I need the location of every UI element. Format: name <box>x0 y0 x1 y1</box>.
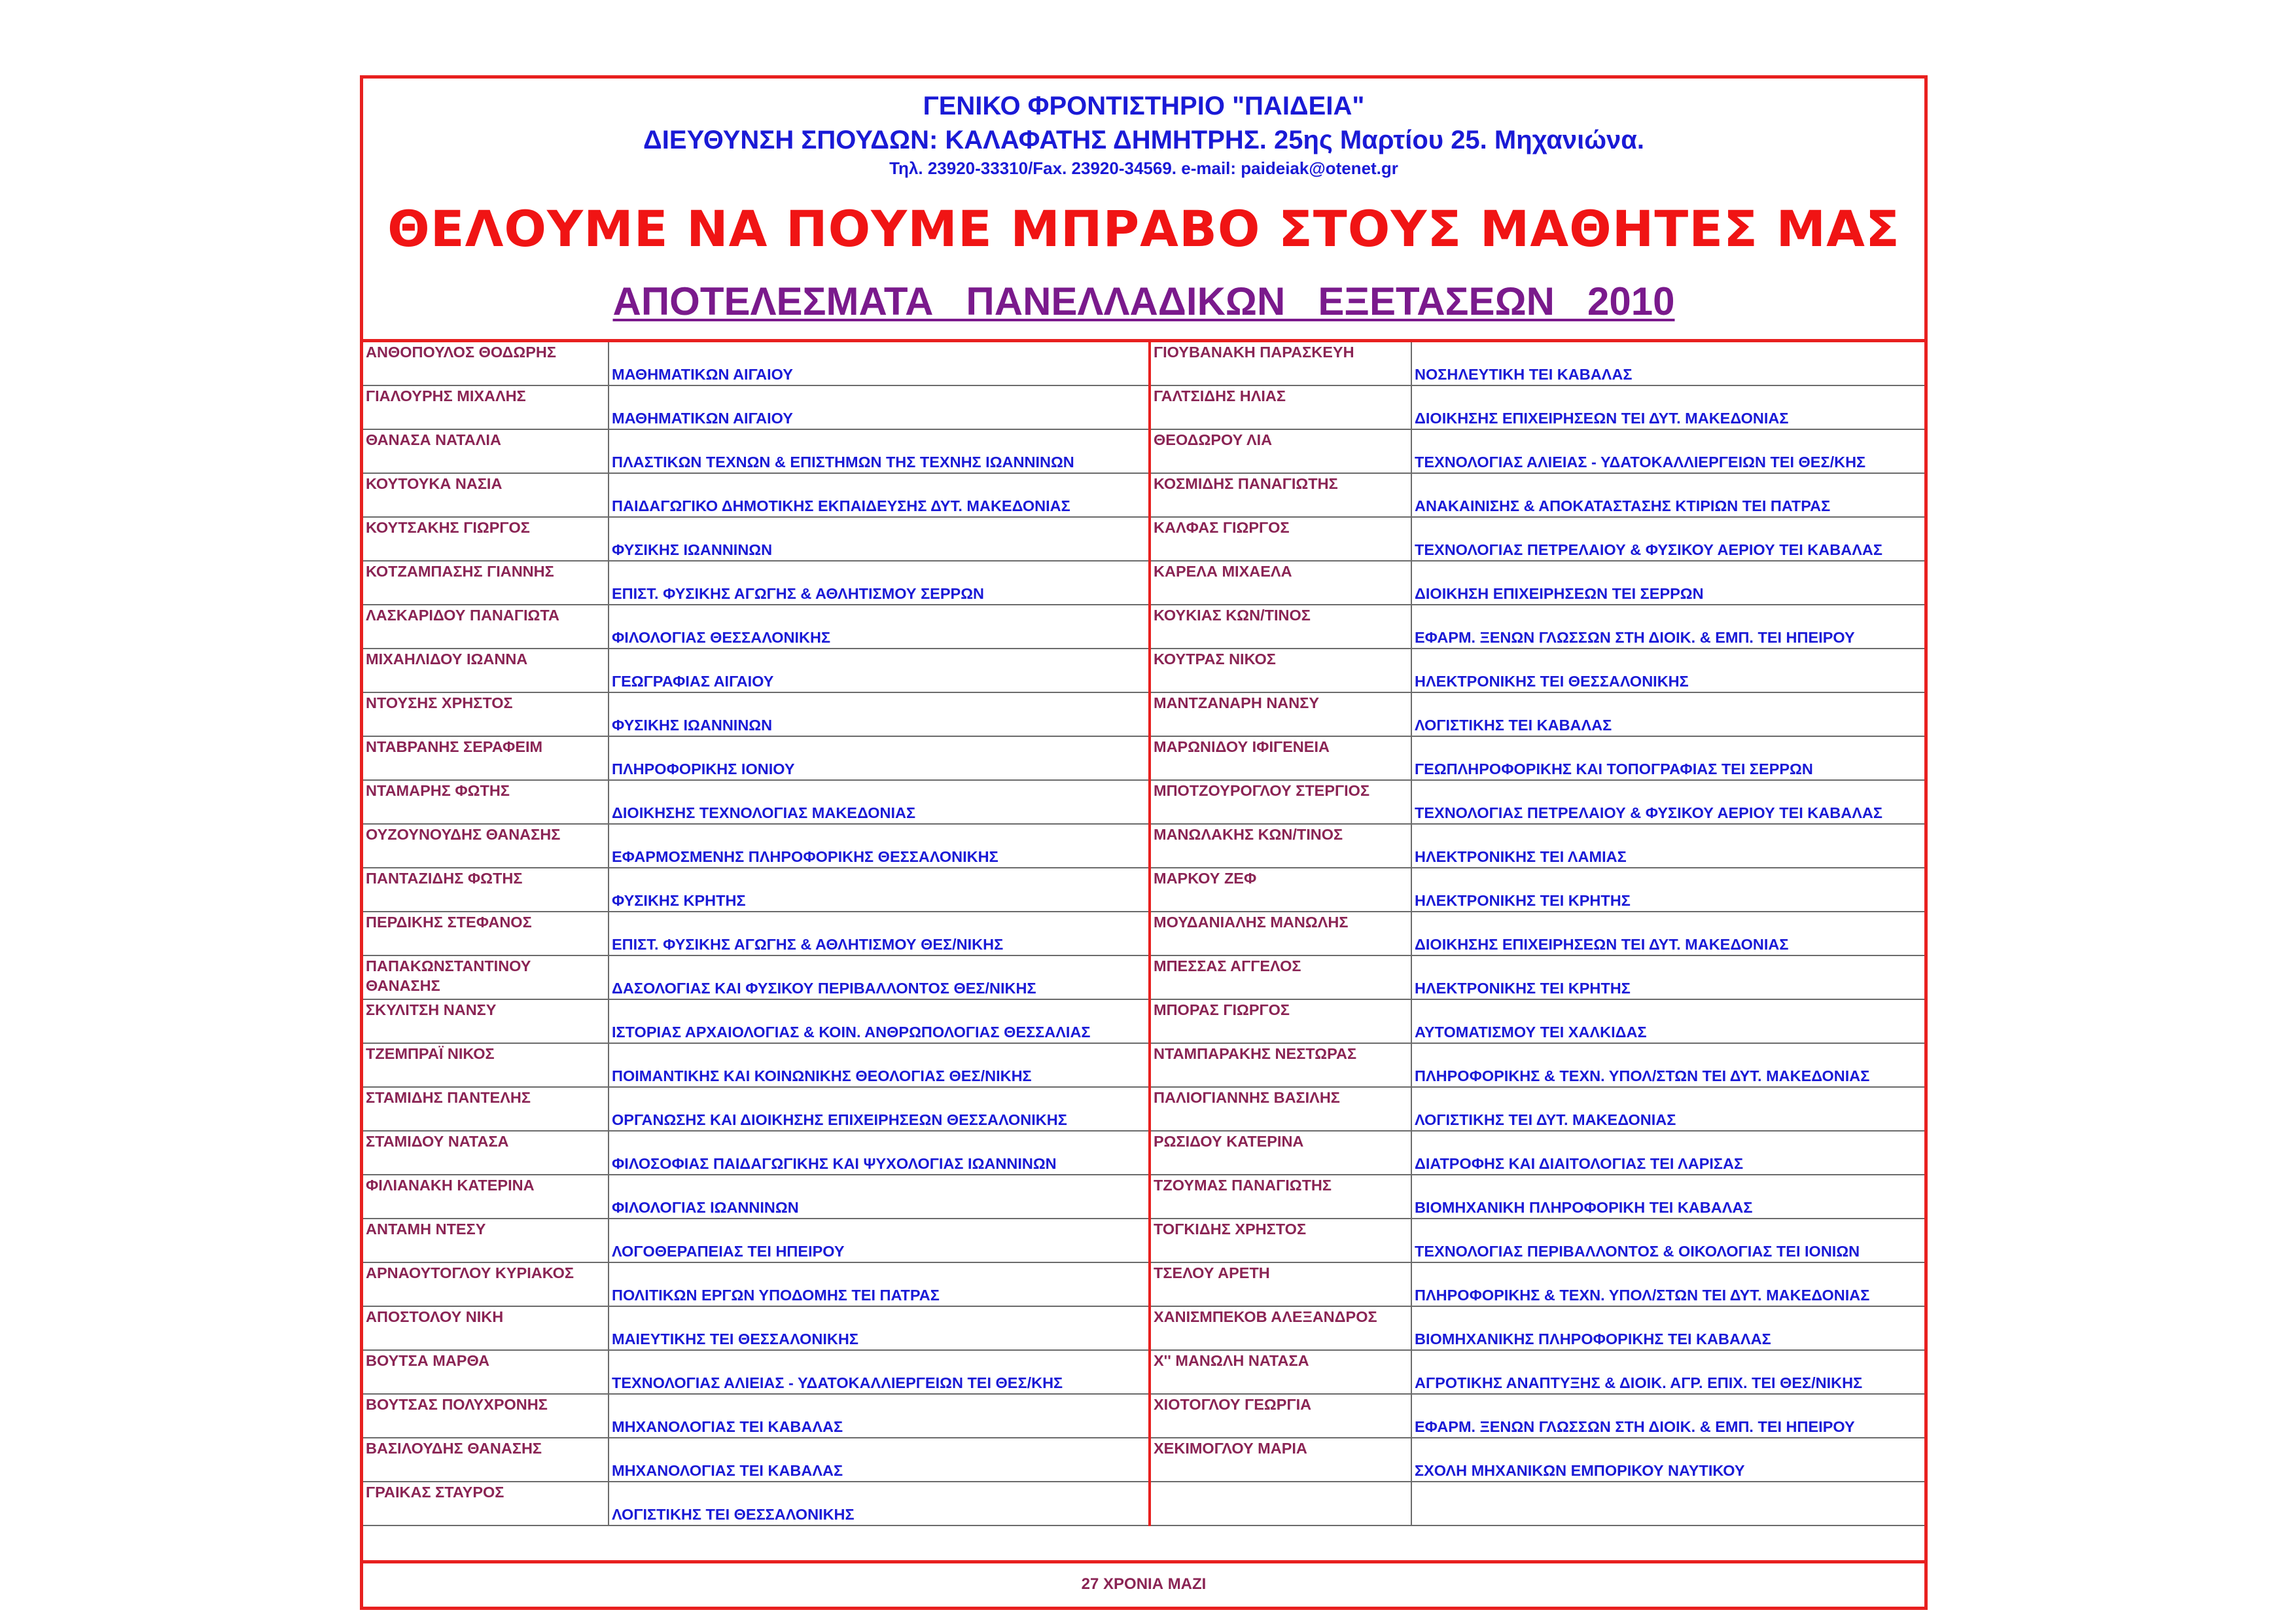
table-row <box>363 1087 1924 1131</box>
results-sheet <box>360 75 1928 1610</box>
school-left: ΤΕΧΝΟΛΟΓΙΑΣ ΑΛΙΕΙΑΣ - ΥΔΑΤΟΚΑΛΛΙΕΡΓΕΙΩΝ ΤΕΙ ΘΕΣ/ΚΗΣ <box>609 1350 1150 1394</box>
table-row <box>363 649 1924 692</box>
school-right: ΔΙΟΙΚΗΣΗ ΕΠΙΧΕΙΡΗΣΕΩΝ ΤΕΙ ΣΕΡΡΩΝ <box>1411 561 1924 605</box>
school-left: ΦΥΣΙΚΗΣ ΚΡΗΤΗΣ <box>609 868 1150 912</box>
table-row <box>363 1175 1924 1219</box>
student-name-right: ΚΟΥΚΙΑΣ ΚΩΝ/ΤΙΝΟΣ <box>1150 605 1411 649</box>
student-name-left: ΚΟΥΤΟΥΚΑ ΝΑΣΙΑ <box>363 473 609 517</box>
table-row <box>363 1394 1924 1438</box>
student-name-right: ΘΕΟΔΩΡΟΥ ΛΙΑ <box>1150 429 1411 473</box>
student-name-left: ΒΑΣΙΛΟΥΔΗΣ ΘΑΝΑΣΗΣ <box>363 1438 609 1482</box>
table-row <box>363 605 1924 649</box>
results-title-wrap <box>363 279 1924 324</box>
school-left: ΙΣΤΟΡΙΑΣ ΑΡΧΑΙΟΛΟΓΙΑΣ & ΚΟΙΝ. ΑΝΘΡΩΠΟΛΟΓΙΑΣ ΘΕΣΣΑΛΙΑΣ <box>609 999 1150 1043</box>
school-right: ΤΕΧΝΟΛΟΓΙΑΣ ΠΕΤΡΕΛΑΙΟΥ & ΦΥΣΙΚΟΥ ΑΕΡΙΟΥ ΤΕΙ ΚΑΒΑΛΑΣ <box>1411 517 1924 561</box>
school-right: ΔΙΟΙΚΗΣΗΣ ΕΠΙΧΕΙΡΗΣΕΩΝ ΤΕΙ ΔΥΤ. ΜΑΚΕΔΟΝΙΑΣ <box>1411 912 1924 955</box>
student-name-left: ΓΙΑΛΟΥΡΗΣ ΜΙΧΑΛΗΣ <box>363 385 609 429</box>
school-left: ΜΗΧΑΝΟΛΟΓΙΑΣ ΤΕΙ ΚΑΒΑΛΑΣ <box>609 1438 1150 1482</box>
school-right: ΑΥΤΟΜΑΤΙΣΜΟΥ ΤΕΙ ΧΑΛΚΙΔΑΣ <box>1411 999 1924 1043</box>
school-left: ΕΠΙΣΤ. ΦΥΣΙΚΗΣ ΑΓΩΓΗΣ & ΑΘΛΗΤΙΣΜΟΥ ΘΕΣ/ΝΙΚΗΣ <box>609 912 1150 955</box>
school-right: ΠΛΗΡΟΦΟΡΙΚΗΣ & ΤΕΧΝ. ΥΠΟΛ/ΣΤΩΝ ΤΕΙ ΔΥΤ. ΜΑΚΕΔΟΝΙΑΣ <box>1411 1262 1924 1306</box>
school-right: ΠΛΗΡΟΦΟΡΙΚΗΣ & ΤΕΧΝ. ΥΠΟΛ/ΣΤΩΝ ΤΕΙ ΔΥΤ. ΜΑΚΕΔΟΝΙΑΣ <box>1411 1043 1924 1087</box>
student-name-right: ΓΑΛΤΣΙΔΗΣ ΗΛΙΑΣ <box>1150 385 1411 429</box>
school-right: ΗΛΕΚΤΡΟΝΙΚΗΣ ΤΕΙ ΘΕΣΣΑΛΟΝΙΚΗΣ <box>1411 649 1924 692</box>
table-row <box>363 517 1924 561</box>
student-name-right: ΧΕΚΙΜΟΓΛΟΥ ΜΑΡΙΑ <box>1150 1438 1411 1482</box>
student-name-right: ΤΟΓΚΙΔΗΣ ΧΡΗΣΤΟΣ <box>1150 1219 1411 1262</box>
student-name-left: ΤΖΕΜΠΡΑΪ ΝΙΚΟΣ <box>363 1043 609 1087</box>
school-left: ΕΠΙΣΤ. ΦΥΣΙΚΗΣ ΑΓΩΓΗΣ & ΑΘΛΗΤΙΣΜΟΥ ΣΕΡΡΩΝ <box>609 561 1150 605</box>
school-left: ΜΑΘΗΜΑΤΙΚΩΝ ΑΙΓΑΙΟΥ <box>609 341 1150 386</box>
school-left: ΟΡΓΑΝΩΣΗΣ ΚΑΙ ΔΙΟΙΚΗΣΗΣ ΕΠΙΧΕΙΡΗΣΕΩΝ ΘΕΣΣΑΛΟΝΙΚΗΣ <box>609 1087 1150 1131</box>
table-row <box>363 780 1924 824</box>
student-name-left: ΒΟΥΤΣΑΣ ΠΟΛΥΧΡΟΝΗΣ <box>363 1394 609 1438</box>
school-right: ΔΙΟΙΚΗΣΗΣ ΕΠΙΧΕΙΡΗΣΕΩΝ ΤΕΙ ΔΥΤ. ΜΑΚΕΔΟΝΙΑΣ <box>1411 385 1924 429</box>
school-left: ΠΟΙΜΑΝΤΙΚΗΣ ΚΑΙ ΚΟΙΝΩΝΙΚΗΣ ΘΕΟΛΟΓΙΑΣ ΘΕΣ/ΝΙΚΗΣ <box>609 1043 1150 1087</box>
school-right: ΕΦΑΡΜ. ΞΕΝΩΝ ΓΛΩΣΣΩΝ ΣΤΗ ΔΙΟΙΚ. & ΕΜΠ. ΤΕΙ ΗΠΕΙΡΟΥ <box>1411 605 1924 649</box>
student-name-right: ΜΑΡΩΝΙΔΟΥ ΙΦΙΓΕΝΕΙΑ <box>1150 736 1411 780</box>
student-name-left: ΣΚΥΛΙΤΣΗ ΝΑΝΣΥ <box>363 999 609 1043</box>
student-name-right: ΚΟΣΜΙΔΗΣ ΠΑΝΑΓΙΩΤΗΣ <box>1150 473 1411 517</box>
school-left: ΦΥΣΙΚΗΣ ΙΩΑΝΝΙΝΩΝ <box>609 517 1150 561</box>
school-right: ΔΙΑΤΡΟΦΗΣ ΚΑΙ ΔΙΑΙΤΟΛΟΓΙΑΣ ΤΕΙ ΛΑΡΙΣΑΣ <box>1411 1131 1924 1175</box>
student-name-left: ΑΝΘΟΠΟΥΛΟΣ ΘΟΔΩΡΗΣ <box>363 341 609 386</box>
header <box>363 79 1924 339</box>
student-name-left: ΛΑΣΚΑΡΙΔΟΥ ΠΑΝΑΓΙΩΤΑ <box>363 605 609 649</box>
student-name-right: ΜΠΟΤΖΟΥΡΟΓΛΟΥ ΣΤΕΡΓΙΟΣ <box>1150 780 1411 824</box>
table-row <box>363 429 1924 473</box>
student-name-right: ΠΑΛΙΟΓΙΑΝΝΗΣ ΒΑΣΙΛΗΣ <box>1150 1087 1411 1131</box>
table-row <box>363 1306 1924 1350</box>
student-name-right: ΝΤΑΜΠΑΡΑΚΗΣ ΝΕΣΤΩΡΑΣ <box>1150 1043 1411 1087</box>
student-name-right <box>1150 1482 1411 1525</box>
school-left: ΜΗΧΑΝΟΛΟΓΙΑΣ ΤΕΙ ΚΑΒΑΛΑΣ <box>609 1394 1150 1438</box>
student-name-left: ΒΟΥΤΣΑ ΜΑΡΘΑ <box>363 1350 609 1394</box>
student-name-right: ΜΑΝΤΖΑΝΑΡΗ ΝΑΝΣΥ <box>1150 692 1411 736</box>
student-name-right: ΡΩΣΙΔΟΥ ΚΑΤΕΡΙΝΑ <box>1150 1131 1411 1175</box>
table-row <box>363 955 1924 999</box>
student-name-left: ΜΙΧΑΗΛΙΔΟΥ ΙΩΑΝΝΑ <box>363 649 609 692</box>
school-left: ΠΛΗΡΟΦΟΡΙΚΗΣ ΙΟΝΙΟΥ <box>609 736 1150 780</box>
school-right: ΛΟΓΙΣΤΙΚΗΣ ΤΕΙ ΚΑΒΑΛΑΣ <box>1411 692 1924 736</box>
table-row <box>363 1350 1924 1394</box>
results-table <box>363 339 1924 1526</box>
student-name-right: ΓΙΟΥΒΑΝΑΚΗ ΠΑΡΑΣΚΕΥΗ <box>1150 341 1411 386</box>
table-row <box>363 1438 1924 1482</box>
student-name-left: ΣΤΑΜΙΔΟΥ ΝΑΤΑΣΑ <box>363 1131 609 1175</box>
school-left: ΠΛΑΣΤΙΚΩΝ ΤΕΧΝΩΝ & ΕΠΙΣΤΗΜΩΝ ΤΗΣ ΤΕΧΝΗΣ ΙΩΑΝΝΙΝΩΝ <box>609 429 1150 473</box>
student-name-left: ΑΝΤΑΜΗ ΝΤΕΣΥ <box>363 1219 609 1262</box>
student-name-left: ΘΑΝΑΣΑ ΝΑΤΑΛΙΑ <box>363 429 609 473</box>
school-left: ΓΕΩΓΡΑΦΙΑΣ ΑΙΓΑΙΟΥ <box>609 649 1150 692</box>
student-name-left: ΠΑΠΑΚΩΝΣΤΑΝΤΙΝΟΥ ΘΑΝΑΣΗΣ <box>363 955 609 999</box>
school-left: ΦΙΛΟΛΟΓΙΑΣ ΙΩΑΝΝΙΝΩΝ <box>609 1175 1150 1219</box>
student-name-left: ΝΤΟΥΣΗΣ ΧΡΗΣΤΟΣ <box>363 692 609 736</box>
school-left: ΛΟΓΟΘΕΡΑΠΕΙΑΣ ΤΕΙ ΗΠΕΙΡΟΥ <box>609 1219 1150 1262</box>
student-name-left: ΠΕΡΔΙΚΗΣ ΣΤΕΦΑΝΟΣ <box>363 912 609 955</box>
student-name-right: ΜΟΥΔΑΝΙΑΛΗΣ ΜΑΝΩΛΗΣ <box>1150 912 1411 955</box>
school-left: ΕΦΑΡΜΟΣΜΕΝΗΣ ΠΛΗΡΟΦΟΡΙΚΗΣ ΘΕΣΣΑΛΟΝΙΚΗΣ <box>609 824 1150 868</box>
student-name-right: ΜΠΕΣΣΑΣ ΑΓΓΕΛΟΣ <box>1150 955 1411 999</box>
student-name-right: ΜΠΟΡΑΣ ΓΙΩΡΓΟΣ <box>1150 999 1411 1043</box>
school-right: ΓΕΩΠΛΗΡΟΦΟΡΙΚΗΣ ΚΑΙ ΤΟΠΟΓΡΑΦΙΑΣ ΤΕΙ ΣΕΡΡΩΝ <box>1411 736 1924 780</box>
table-row <box>363 1262 1924 1306</box>
table-row <box>363 736 1924 780</box>
table-row <box>363 1043 1924 1087</box>
student-name-right: ΧΑΝΙΣΜΠΕΚΟΒ ΑΛΕΞΑΝΔΡΟΣ <box>1150 1306 1411 1350</box>
student-name-right: ΚΑΡΕΛΑ ΜΙΧΑΕΛΑ <box>1150 561 1411 605</box>
table-row <box>363 824 1924 868</box>
school-right: ΣΧΟΛΗ ΜΗΧΑΝΙΚΩΝ ΕΜΠΟΡΙΚΟΥ ΝΑΥΤΙΚΟΥ <box>1411 1438 1924 1482</box>
student-name-left: ΚΟΤΖΑΜΠΑΣΗΣ ΓΙΑΝΝΗΣ <box>363 561 609 605</box>
table-row <box>363 868 1924 912</box>
student-name-left: ΚΟΥΤΣΑΚΗΣ ΓΙΩΡΓΟΣ <box>363 517 609 561</box>
student-name-right: Χ'' ΜΑΝΩΛΗ ΝΑΤΑΣΑ <box>1150 1350 1411 1394</box>
school-right: ΤΕΧΝΟΛΟΓΙΑΣ ΠΕΤΡΕΛΑΙΟΥ & ΦΥΣΙΚΟΥ ΑΕΡΙΟΥ ΤΕΙ ΚΑΒΑΛΑΣ <box>1411 780 1924 824</box>
school-right: ΒΙΟΜΗΧΑΝΙΚΗΣ ΠΛΗΡΟΦΟΡΙΚΗΣ ΤΕΙ ΚΑΒΑΛΑΣ <box>1411 1306 1924 1350</box>
school-right: ΕΦΑΡΜ. ΞΕΝΩΝ ΓΛΩΣΣΩΝ ΣΤΗ ΔΙΟΙΚ. & ΕΜΠ. ΤΕΙ ΗΠΕΙΡΟΥ <box>1411 1394 1924 1438</box>
student-name-right: ΚΑΛΦΑΣ ΓΙΩΡΓΟΣ <box>1150 517 1411 561</box>
table-row <box>363 1482 1924 1525</box>
school-left: ΦΙΛΟΛΟΓΙΑΣ ΘΕΣΣΑΛΟΝΙΚΗΣ <box>609 605 1150 649</box>
table-row <box>363 912 1924 955</box>
table-row <box>363 473 1924 517</box>
student-name-left: ΝΤΑΜΑΡΗΣ ΦΩΤΗΣ <box>363 780 609 824</box>
table-row <box>363 385 1924 429</box>
student-name-left: ΑΠΟΣΤΟΛΟΥ ΝΙΚΗ <box>363 1306 609 1350</box>
student-name-left: ΟΥΖΟΥΝΟΥΔΗΣ ΘΑΝΑΣΗΣ <box>363 824 609 868</box>
school-left: ΔΙΟΙΚΗΣΗΣ ΤΕΧΝΟΛΟΓΙΑΣ ΜΑΚΕΔΟΝΙΑΣ <box>609 780 1150 824</box>
school-left: ΔΑΣΟΛΟΓΙΑΣ ΚΑΙ ΦΥΣΙΚΟΥ ΠΕΡΙΒΑΛΛΟΝΤΟΣ ΘΕΣ/ΝΙΚΗΣ <box>609 955 1150 999</box>
school-right: ΝΟΣΗΛΕΥΤΙΚΗ ΤΕΙ ΚΑΒΑΛΑΣ <box>1411 341 1924 386</box>
school-right <box>1411 1482 1924 1525</box>
school-left: ΜΑΙΕΥΤΙΚΗΣ ΤΕΙ ΘΕΣΣΑΛΟΝΙΚΗΣ <box>609 1306 1150 1350</box>
school-right: ΛΟΓΙΣΤΙΚΗΣ ΤΕΙ ΔΥΤ. ΜΑΚΕΔΟΝΙΑΣ <box>1411 1087 1924 1131</box>
school-left: ΦΥΣΙΚΗΣ ΙΩΑΝΝΙΝΩΝ <box>609 692 1150 736</box>
table-row <box>363 692 1924 736</box>
student-name-right: ΤΣΕΛΟΥ ΑΡΕΤΗ <box>1150 1262 1411 1306</box>
table-row <box>363 341 1924 386</box>
school-right: ΤΕΧΝΟΛΟΓΙΑΣ ΑΛΙΕΙΑΣ - ΥΔΑΤΟΚΑΛΛΙΕΡΓΕΙΩΝ ΤΕΙ ΘΕΣ/ΚΗΣ <box>1411 429 1924 473</box>
school-right: ΑΓΡΟΤΙΚΗΣ ΑΝΑΠΤΥΞΗΣ & ΔΙΟΙΚ. ΑΓΡ. ΕΠΙΧ. ΤΕΙ ΘΕΣ/ΝΙΚΗΣ <box>1411 1350 1924 1394</box>
student-name-left: ΓΡΑΙΚΑΣ ΣΤΑΥΡΟΣ <box>363 1482 609 1525</box>
school-left: ΦΙΛΟΣΟΦΙΑΣ ΠΑΙΔΑΓΩΓΙΚΗΣ ΚΑΙ ΨΥΧΟΛΟΓΙΑΣ ΙΩΑΝΝΙΝΩΝ <box>609 1131 1150 1175</box>
table-row <box>363 1131 1924 1175</box>
school-right: ΗΛΕΚΤΡΟΝΙΚΗΣ ΤΕΙ ΛΑΜΙΑΣ <box>1411 824 1924 868</box>
results-title: ΑΠΟΤΕΛΕΣΜΑΤΑ ΠΑΝΕΛΛΑΔΙΚΩΝ ΕΞΕΤΑΣΕΩΝ 2010 <box>612 279 1675 323</box>
footer: 27 ΧΡΟΝΙΑ ΜΑΖΙ <box>363 1560 1924 1607</box>
school-left: ΠΑΙΔΑΓΩΓΙΚΟ ΔΗΜΟΤΙΚΗΣ ΕΚΠΑΙΔΕΥΣΗΣ ΔΥΤ. ΜΑΚΕΔΟΝΙΑΣ <box>609 473 1150 517</box>
table-row <box>363 561 1924 605</box>
student-name-left: ΦΙΛΙΑΝΑΚΗ ΚΑΤΕΡΙΝΑ <box>363 1175 609 1219</box>
school-left: ΜΑΘΗΜΑΤΙΚΩΝ ΑΙΓΑΙΟΥ <box>609 385 1150 429</box>
contact-info: Τηλ. 23920-33310/Fax. 23920-34569. e-mail: paideiak@otenet.gr <box>889 158 1398 178</box>
student-name-left: ΣΤΑΜΙΔΗΣ ΠΑΝΤΕΛΗΣ <box>363 1087 609 1131</box>
school-right: ΗΛΕΚΤΡΟΝΙΚΗΣ ΤΕΙ ΚΡΗΤΗΣ <box>1411 955 1924 999</box>
student-name-right: ΤΖΟΥΜΑΣ ΠΑΝΑΓΙΩΤΗΣ <box>1150 1175 1411 1219</box>
student-name-left: ΑΡΝΑΟΥΤΟΓΛΟΥ ΚΥΡΙΑΚΟΣ <box>363 1262 609 1306</box>
school-right: ΤΕΧΝΟΛΟΓΙΑΣ ΠΕΡΙΒΑΛΛΟΝΤΟΣ & ΟΙΚΟΛΟΓΙΑΣ ΤΕΙ ΙΟΝΙΩΝ <box>1411 1219 1924 1262</box>
student-name-right: ΜΑΝΩΛΑΚΗΣ ΚΩΝ/ΤΙΝΟΣ <box>1150 824 1411 868</box>
student-name-left: ΠΑΝΤΑΖΙΔΗΣ ΦΩΤΗΣ <box>363 868 609 912</box>
school-name: ΓΕΝΙΚΟ ΦΡΟΝΤΙΣΤΗΡΙΟ "ΠΑΙΔΕΙΑ" <box>923 92 1365 120</box>
student-name-right: ΧΙΟΤΟΓΛΟΥ ΓΕΩΡΓΙΑ <box>1150 1394 1411 1438</box>
table-row <box>363 1219 1924 1262</box>
student-name-right: ΚΟΥΤΡΑΣ ΝΙΚΟΣ <box>1150 649 1411 692</box>
school-left: ΛΟΓΙΣΤΙΚΗΣ ΤΕΙ ΘΕΣΣΑΛΟΝΙΚΗΣ <box>609 1482 1150 1525</box>
school-right: ΒΙΟΜΗΧΑΝΙΚΗ ΠΛΗΡΟΦΟΡΙΚΗ ΤΕΙ ΚΑΒΑΛΑΣ <box>1411 1175 1924 1219</box>
slogan: ΘΕΛΟΥΜΕ ΝΑ ΠΟΥΜΕ ΜΠΡΑΒΟ ΣΤΟΥΣ ΜΑΘΗΤΕΣ ΜΑΣ <box>387 200 1900 258</box>
student-name-left: ΝΤΑΒΡΑΝΗΣ ΣΕΡΑΦΕΙΜ <box>363 736 609 780</box>
school-right: ΗΛΕΚΤΡΟΝΙΚΗΣ ΤΕΙ ΚΡΗΤΗΣ <box>1411 868 1924 912</box>
table-row <box>363 999 1924 1043</box>
results-table-body <box>363 341 1924 1526</box>
student-name-right: ΜΑΡΚΟΥ ΖΕΦ <box>1150 868 1411 912</box>
school-address: ΔΙΕΥΘΥΝΣΗ ΣΠΟΥΔΩΝ: ΚΑΛΑΦΑΤΗΣ ΔΗΜΗΤΡΗΣ. 25ης Μαρτίου 25. Μηχανιώνα. <box>643 126 1644 154</box>
school-left: ΠΟΛΙΤΙΚΩΝ ΕΡΓΩΝ ΥΠΟΔΟΜΗΣ ΤΕΙ ΠΑΤΡΑΣ <box>609 1262 1150 1306</box>
school-right: ΑΝΑΚΑΙΝΙΣΗΣ & ΑΠΟΚΑΤΑΣΤΑΣΗΣ ΚΤΙΡΙΩΝ ΤΕΙ ΠΑΤΡΑΣ <box>1411 473 1924 517</box>
